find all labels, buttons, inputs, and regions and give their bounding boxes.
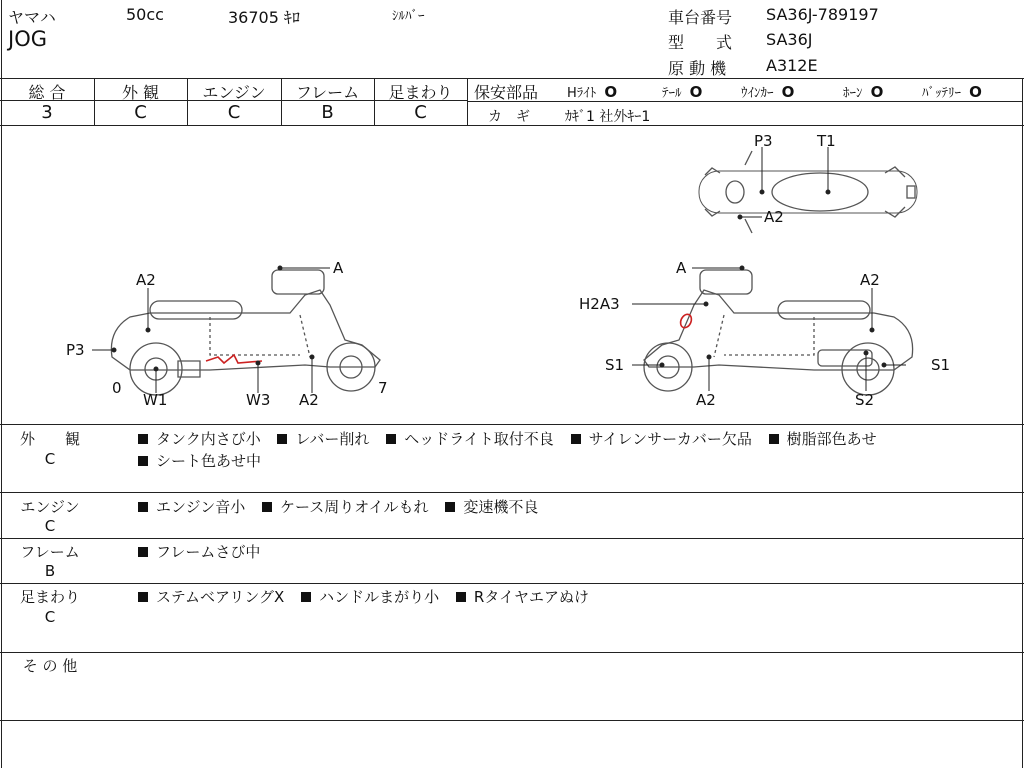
remarks-sep-1 xyxy=(0,492,1024,493)
bullet-square-icon xyxy=(445,502,455,512)
safety-mid xyxy=(467,101,1023,102)
remark-exterior-line-1 xyxy=(138,428,889,449)
type-value: SA36J xyxy=(766,30,813,49)
remark-item: 変速機不良 xyxy=(463,498,539,516)
remark-item: 樹脂部色あせ xyxy=(786,430,877,448)
safety-item-winker xyxy=(741,82,794,101)
label-top-t1: T1 xyxy=(817,132,836,150)
grade-exterior-value: C xyxy=(134,102,147,123)
grade-suspension-label: 足まわり xyxy=(388,83,453,102)
label-top-p3: P3 xyxy=(754,132,773,150)
bullet-square-icon xyxy=(386,434,396,444)
label-left-zero: 0 xyxy=(112,379,122,397)
safety-item-name: ﾃｰﾙ xyxy=(662,86,682,101)
scooter-top-view xyxy=(699,151,917,233)
label-right-h2a3: H2A3 xyxy=(579,295,620,313)
remarks-sep-3 xyxy=(0,583,1024,584)
damage-mark-circle xyxy=(679,313,694,330)
remark-item: シート色あせ中 xyxy=(156,452,262,470)
grade-frame-value: B xyxy=(321,102,334,123)
remark-item: ステムベアリングX xyxy=(156,588,285,606)
safety-item-mark: O xyxy=(689,83,703,101)
safety-item-name: Hﾗｲﾄ xyxy=(567,86,597,101)
bullet-square-icon xyxy=(138,547,148,557)
safety-item-horn xyxy=(843,82,883,101)
remarks-sep-2 xyxy=(0,538,1024,539)
bullet-square-icon xyxy=(138,456,148,466)
key-label: カ ギ xyxy=(488,109,530,125)
label-left-p3: P3 xyxy=(66,341,85,359)
grade-suspension-value: C xyxy=(414,102,427,123)
remark-other-label: そ の 他 xyxy=(22,657,78,675)
label-left-a2-top: A2 xyxy=(136,271,156,289)
safety-item-taillight xyxy=(662,82,702,101)
grade-table-top xyxy=(0,78,1024,79)
label-right-a2-top: A2 xyxy=(860,271,880,289)
safety-item-name: ﾊﾞｯﾃﾘｰ xyxy=(922,86,961,101)
remark-engine-line-1 xyxy=(138,496,550,517)
grade-engine-label: エンジン xyxy=(202,83,266,102)
safety-item-name: ﾎｰﾝ xyxy=(843,86,863,101)
remark-item: エンジン音小 xyxy=(156,498,246,516)
bullet-square-icon xyxy=(138,502,148,512)
label-right-a: A xyxy=(676,259,687,277)
frame-number-label: 車台番号 xyxy=(668,8,733,27)
body-color: ｼﾙﾊﾞｰ xyxy=(392,9,425,24)
grade-sep-5 xyxy=(467,78,468,125)
model-name: JOG xyxy=(8,27,47,51)
bullet-square-icon xyxy=(262,502,272,512)
remark-item: サイレンサーカバー欠品 xyxy=(588,430,752,448)
remark-item: ハンドルまがり小 xyxy=(319,588,440,606)
remark-suspension-grade: C xyxy=(44,608,56,626)
displacement: 50cc xyxy=(126,5,164,24)
damage-mark-wiggle xyxy=(206,355,262,363)
engine-model-value: A312E xyxy=(766,56,818,75)
safety-item-headlight xyxy=(567,82,617,101)
bullet-square-icon xyxy=(301,592,311,602)
safety-item-mark: O xyxy=(781,83,795,101)
safety-item-name: ｳｲﾝｶｰ xyxy=(741,86,774,101)
remark-exterior-grade: C xyxy=(44,450,56,468)
label-left-a: A xyxy=(333,259,344,277)
remark-exterior-label: 外 観 xyxy=(19,430,80,448)
remark-frame-label: フレーム xyxy=(20,543,80,561)
bullet-square-icon xyxy=(138,434,148,444)
remark-exterior-line-2 xyxy=(138,450,273,471)
grade-frame-label: フレーム xyxy=(295,83,360,102)
scooter-diagram xyxy=(0,125,1024,425)
remark-engine-label: エンジン xyxy=(20,498,80,516)
bullet-square-icon xyxy=(769,434,779,444)
label-right-s1-left: S1 xyxy=(605,356,625,374)
remarks-top xyxy=(0,424,1024,425)
label-left-w1: W1 xyxy=(143,391,168,409)
bullet-square-icon xyxy=(277,434,287,444)
bullet-square-icon xyxy=(571,434,581,444)
label-right-a2-bottom: A2 xyxy=(696,391,716,409)
label-right-s2: S2 xyxy=(855,391,875,409)
type-label: 型 式 xyxy=(668,33,733,52)
grade-exterior-label: 外 観 xyxy=(121,83,160,102)
remarks-sep-5 xyxy=(0,720,1024,721)
remark-suspension-line-1 xyxy=(138,586,601,607)
maker: ヤマハ xyxy=(8,8,56,27)
safety-item-mark: O xyxy=(604,83,618,101)
remark-frame-grade: B xyxy=(44,562,56,580)
bullet-square-icon xyxy=(456,592,466,602)
label-left-w3: W3 xyxy=(246,391,271,409)
frame-number-value: SA36J-789197 xyxy=(766,5,879,24)
label-right-s1-right: S1 xyxy=(931,356,951,374)
remark-engine-grade: C xyxy=(44,517,56,535)
remark-item: ケース周りオイルもれ xyxy=(280,498,429,516)
remark-item: ヘッドライト取付不良 xyxy=(404,430,554,448)
safety-item-battery xyxy=(922,82,982,101)
key-value: ｶｷﾞ1 社外ｷｰ1 xyxy=(565,109,651,125)
engine-model-label: 原 動 機 xyxy=(668,59,727,78)
remark-item: タンク内さび小 xyxy=(156,430,261,448)
grade-engine-value: C xyxy=(227,102,241,123)
mileage: 36705 ｷﾛ xyxy=(228,8,300,27)
label-left-a2-bottom: A2 xyxy=(299,391,319,409)
grade-total-label: 総 合 xyxy=(28,83,66,102)
remark-frame-line-1 xyxy=(138,541,272,562)
safety-item-mark: O xyxy=(969,83,982,101)
remark-item: フレームさび中 xyxy=(156,543,261,561)
label-top-a2: A2 xyxy=(764,208,784,226)
remark-suspension-label: 足まわり xyxy=(19,588,80,606)
remarks-sep-4 xyxy=(0,652,1024,653)
grade-total-value: 3 xyxy=(41,102,53,123)
label-left-seven: 7 xyxy=(378,379,388,397)
bullet-square-icon xyxy=(138,592,148,602)
safety-parts-label: 保安部品 xyxy=(474,83,539,102)
remark-item: レバー削れ xyxy=(295,430,370,448)
remark-item: Rタイヤエアぬけ xyxy=(473,588,590,606)
safety-item-mark: O xyxy=(870,83,884,101)
